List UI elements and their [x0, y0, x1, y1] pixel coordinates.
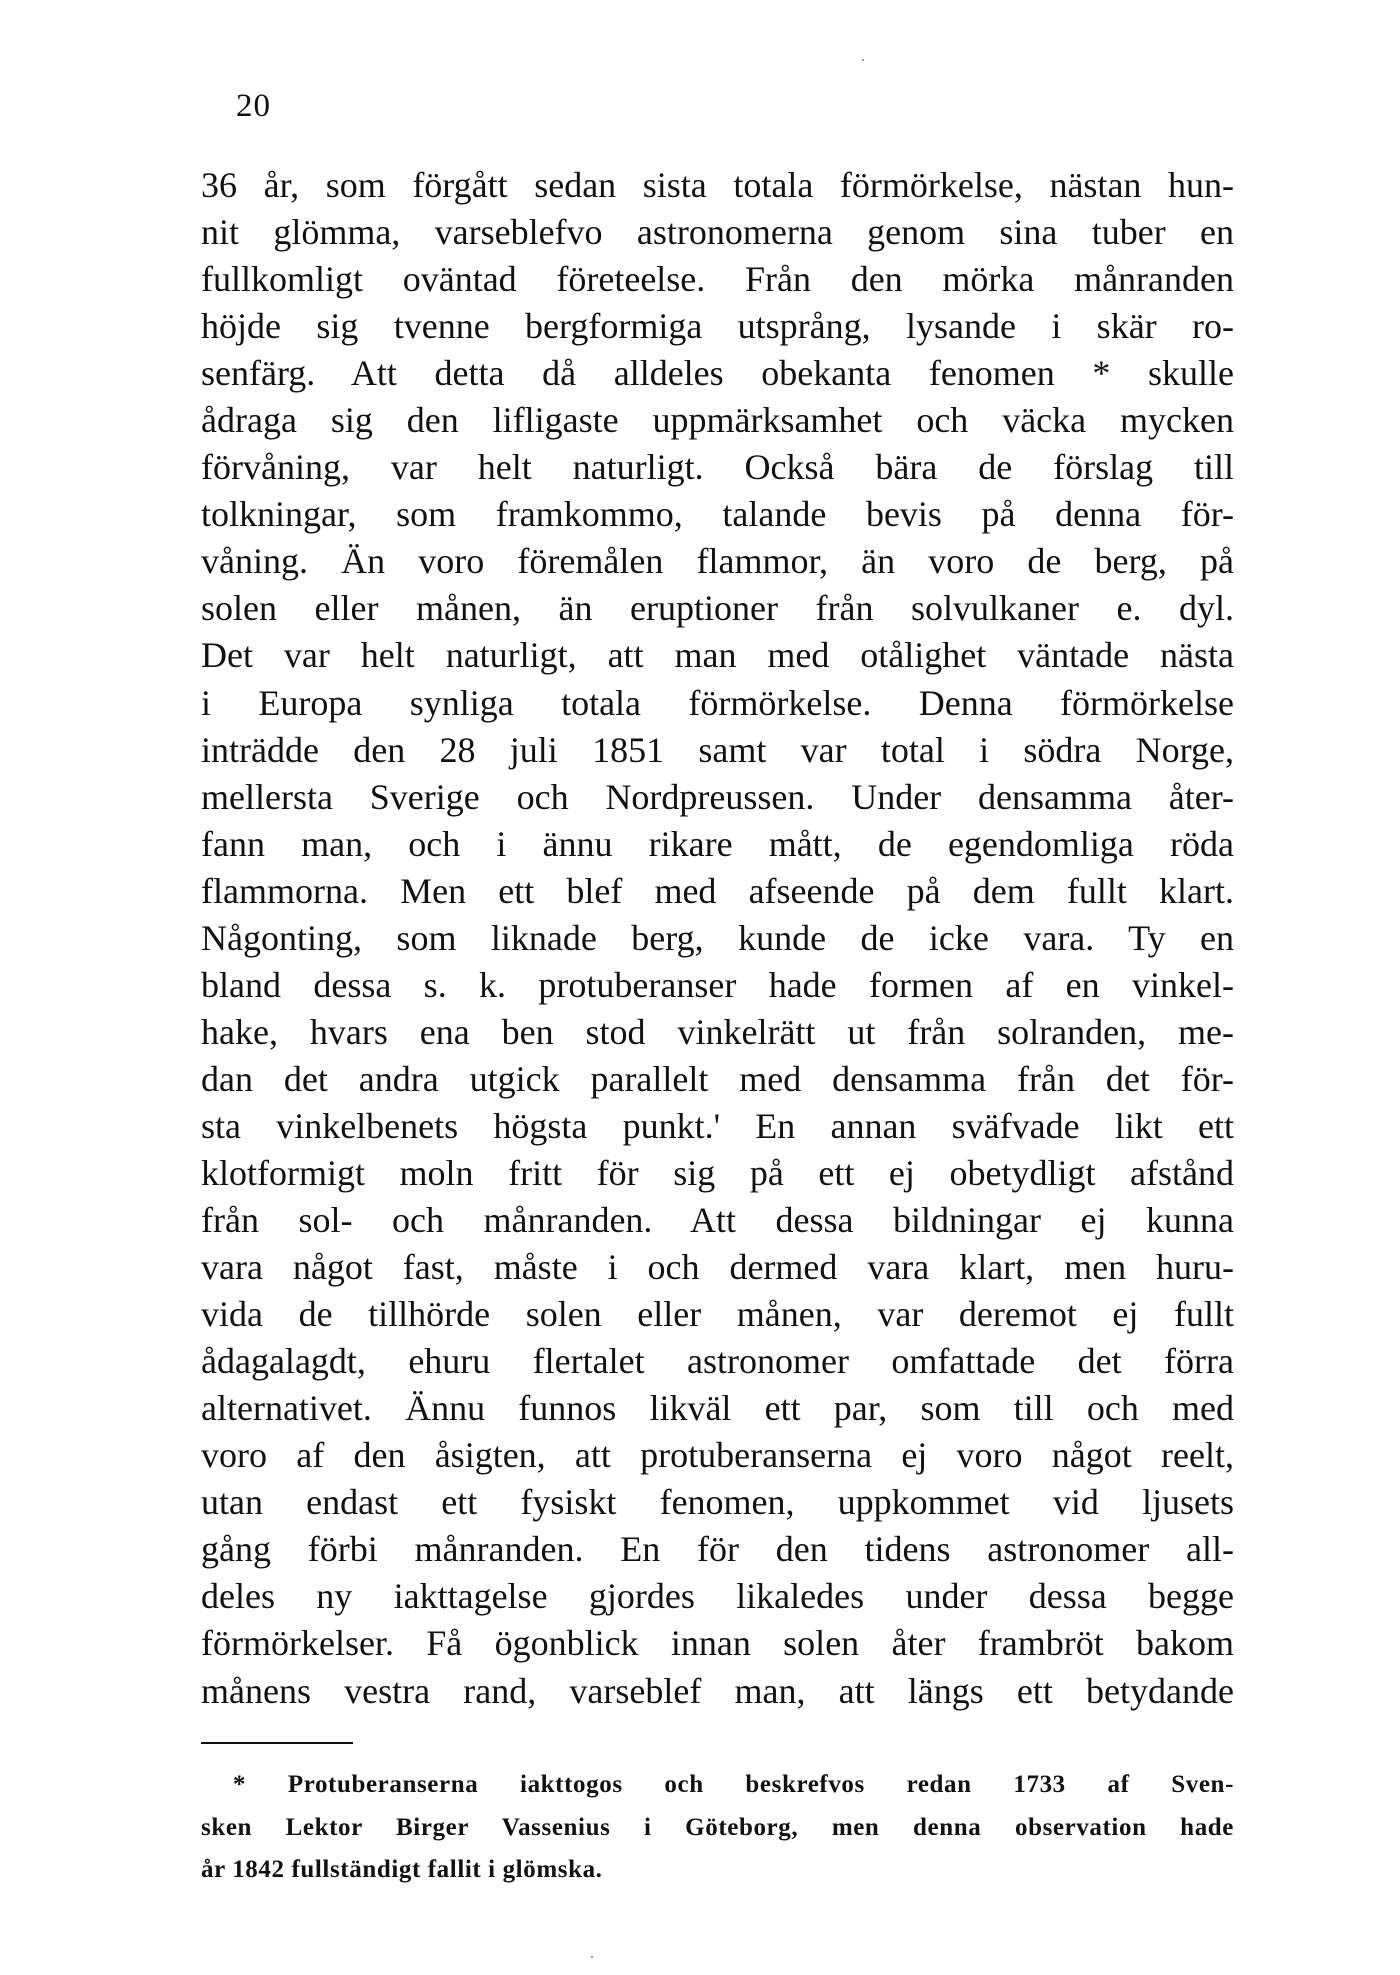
footnote-line: sken Lektor Birger Vassenius i Göteborg, men denna observation hade: [201, 1813, 1234, 1841]
text-line: hake, hvars ena ben stod vinkelrätt ut från solranden, me-: [201, 1011, 1234, 1052]
text-line: utan endast ett fysiskt fenomen, uppkommet vid ljusets: [201, 1482, 1234, 1523]
footnote: [201, 1764, 1234, 1892]
text-line: dan det andra utgick parallelt med densamma från det för-: [201, 1058, 1234, 1099]
text-line: gång förbi månranden. En för den tidens astronomer all-: [201, 1529, 1234, 1570]
text-line: senfärg. Att detta då alldeles obekanta fenomen * skulle: [201, 353, 1234, 394]
text-line: förvåning, var helt naturligt. Också bära de förslag till: [201, 447, 1234, 488]
text-line: från sol- och månranden. Att dessa bildningar ej kunna: [201, 1200, 1234, 1241]
text-line: deles ny iakttagelse gjordes likaledes under dessa begge: [201, 1576, 1234, 1617]
text-line: våning. Än voro föremålen flammor, än voro de berg, på: [201, 541, 1234, 582]
text-line: mellersta Sverige och Nordpreussen. Under densamma åter-: [201, 776, 1234, 817]
text-line: Det var helt naturligt, att man med otålighet väntade nästa: [201, 635, 1234, 676]
print-speck: [591, 1956, 593, 1958]
body-text: [201, 162, 1234, 1715]
text-line: höjde sig tvenne bergformiga utsprång, lysande i skär ro-: [201, 306, 1234, 347]
text-line: voro af den åsigten, att protuberanserna ej voro något reelt,: [201, 1435, 1234, 1476]
text-line: vida de tillhörde solen eller månen, var deremot ej fullt: [201, 1294, 1234, 1335]
text-line: alternativet. Ännu funnos likväl ett par, som till och med: [201, 1388, 1234, 1429]
text-line: Någonting, som liknade berg, kunde de icke vara. Ty en: [201, 917, 1234, 958]
footnote-line: år 1842 fullständigt fallit i glömska.: [201, 1856, 603, 1883]
text-line: 36 år, som förgått sedan sista totala förmörkelse, nästan hun-: [201, 165, 1234, 205]
text-line: vara något fast, måste i och dermed vara klart, men huru-: [201, 1247, 1234, 1288]
text-line: bland dessa s. k. protuberanser hade formen af en vinkel-: [201, 964, 1234, 1005]
text-line: fullkomligt oväntad företeelse. Från den mörka månranden: [201, 259, 1234, 300]
text-line: fann man, och i ännu rikare mått, de egendomliga röda: [201, 823, 1234, 864]
footnote-line: * Protuberanserna iakttogos och beskrefvos redan 1733 af Sven-: [233, 1771, 1234, 1798]
print-speck: [862, 59, 864, 61]
text-line: inträdde den 28 juli 1851 samt var total i södra Norge,: [201, 729, 1234, 770]
text-line: i Europa synliga totala förmörkelse. Denna förmörkelse: [201, 682, 1234, 723]
text-line: förmörkelser. Få ögonblick innan solen åter frambröt bakom: [201, 1623, 1234, 1664]
text-line: nit glömma, varseblefvo astronomerna genom sina tuber en: [201, 212, 1234, 253]
text-line: månens vestra rand, varseblef man, att längs ett betydande: [201, 1670, 1234, 1711]
text-line: ådraga sig den lifligaste uppmärksamhet och väcka mycken: [201, 400, 1234, 441]
text-line: sta vinkelbenets högsta punkt.' En annan sväfvade likt ett: [201, 1105, 1234, 1146]
text-line: klotformigt moln fritt för sig på ett ej obetydligt afstånd: [201, 1152, 1234, 1193]
footnote-divider: [201, 1742, 353, 1744]
page-number: 20: [236, 88, 271, 124]
text-line: flammorna. Men ett blef med afseende på dem fullt klart.: [201, 870, 1234, 911]
text-line: tolkningar, som framkommo, talande bevis på denna för-: [201, 494, 1234, 535]
text-line: ådagalagdt, ehuru flertalet astronomer omfattade det förra: [201, 1341, 1234, 1382]
text-line: solen eller månen, än eruptioner från solvulkaner e. dyl.: [201, 588, 1234, 629]
